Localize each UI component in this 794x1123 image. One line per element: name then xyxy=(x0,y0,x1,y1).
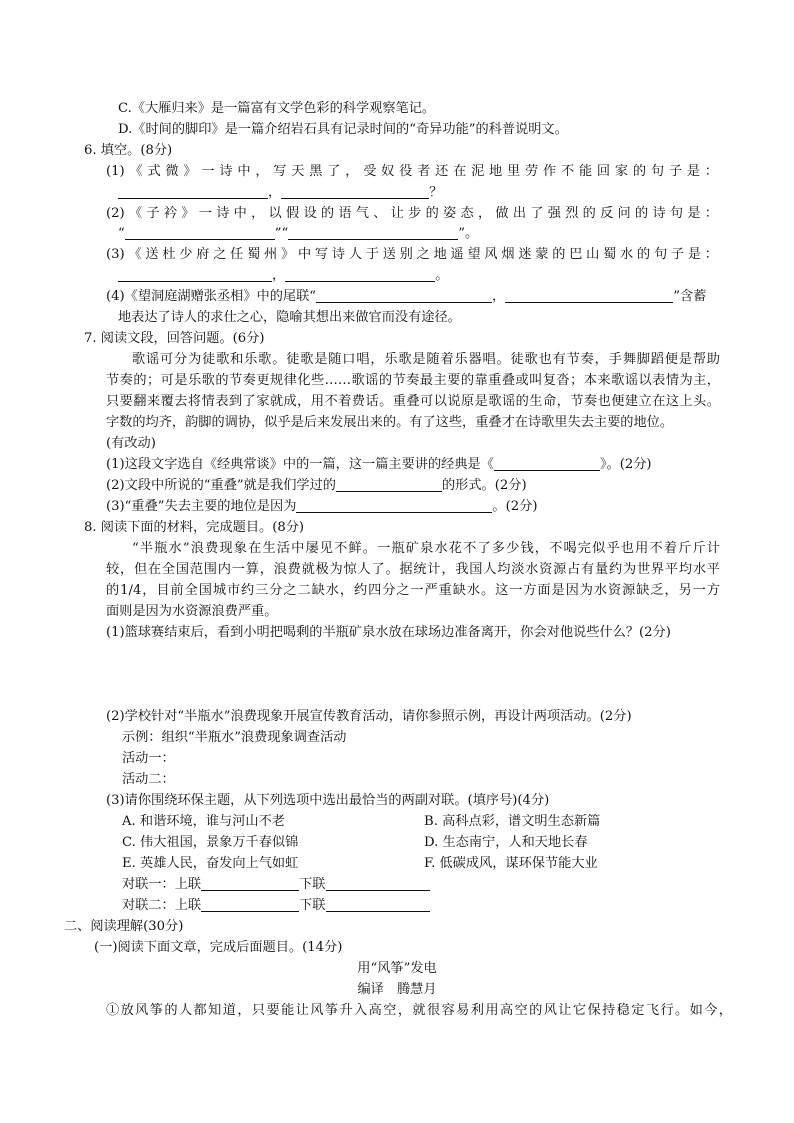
q8-2-activity-1: 活动一： xyxy=(122,751,175,766)
q8-heading: 8. 阅读下面的材料，完成题目。(8分) xyxy=(84,520,305,535)
answer-blank[interactable] xyxy=(326,875,430,891)
answer-blank[interactable] xyxy=(288,224,458,240)
q7-passage-line: 节奏的；可是乐歌的节奏更规律化些……歌谣的节奏最主要的靠重叠或叫复沓；本来歌谣以表情为主， xyxy=(106,373,720,388)
article-paragraph-1: ①放风筝的人都知道，只要能让风筝升入高空，就很容易利用高空的风让它保持稳定飞行。如今， xyxy=(106,1003,732,1018)
answer-blank[interactable] xyxy=(494,455,600,471)
q8-passage-line: 较，但在全国范围内一算，浪费就极为惊人了。据统计，我国人均淡水资源占有量约为世界平均水平 xyxy=(106,562,720,577)
q6-2-text: (2)《子衿》一诗中，以假设的语气、让步的姿态，做出了强烈的反问的诗句是： xyxy=(106,206,718,221)
option-c: C.《大雁归来》是一篇富有文学色彩的科学观察笔记。 xyxy=(118,101,436,116)
answer-blank[interactable] xyxy=(316,287,492,303)
answer-blank[interactable] xyxy=(118,266,272,282)
q7-source-note: (有改动) xyxy=(106,436,156,451)
answer-blank[interactable] xyxy=(336,476,442,492)
answer-blank[interactable] xyxy=(285,266,435,282)
answer-blank[interactable] xyxy=(296,497,492,513)
q7-2-line: (2)文段中所说的“重叠”就是我们学过的 的形式。(2分) xyxy=(106,478,527,493)
q6-4-line: (4)《望洞庭湖赠张丞相》中的尾联“ ， ”含蓄 xyxy=(106,289,707,304)
answer-blank[interactable] xyxy=(201,875,299,891)
q7-heading: 7. 阅读文段，回答问题。(6分) xyxy=(84,331,265,346)
option-b: B. 高科点彩，谱文明生态新篇 xyxy=(424,814,601,829)
q6-2-answer-line: “ ”“ ”。 xyxy=(118,226,479,241)
article-title: 用“风筝”发电 xyxy=(357,961,437,976)
q6-4-continuation: 地表达了诗人的求仕之心，隐喻其想出来做官而没有途径。 xyxy=(118,310,461,325)
q6-3-text: (3)《送杜少府之任蜀州》中写诗人于送别之地遥望风烟迷蒙的巴山蜀水的句子是： xyxy=(106,247,718,262)
q8-3-text: (3)请你围绕环保主题，从下列选项中选出最恰当的两副对联。(填序号)(4分) xyxy=(106,793,550,808)
answer-blank[interactable] xyxy=(201,896,299,912)
answer-blank[interactable] xyxy=(118,183,268,199)
answer-blank[interactable] xyxy=(125,224,275,240)
couplet-1-line: 对联一：上联 下联 xyxy=(122,875,430,895)
option-f: F. 低碳成风，谋环保节能大业 xyxy=(424,856,598,871)
q7-3-line: (3)“重叠”失去主要的地位是因为 。(2分) xyxy=(106,499,538,514)
q8-passage-line: 的1/4，目前全国城市约三分之二缺水，约四分之一严重缺水。这一方面是因为水资源缺乏，另一方 xyxy=(106,583,720,598)
option-d: D. 生态南宁，人和天地长春 xyxy=(424,835,588,850)
section-2-heading: 二、阅读理解(30分) xyxy=(64,919,184,934)
q8-2-text: (2)学校针对“半瓶水”浪费现象开展宣传教育活动，请你参照示例，再设计两项活动。(2分) xyxy=(106,709,632,724)
q6-1-text: (1)《式微》一诗中，写天黑了，受奴役者还在泥地里劳作不能回家的句子是： xyxy=(106,164,718,179)
couplet-2-line: 对联二：上联 下联 xyxy=(122,896,430,916)
option-d: D.《时间的脚印》是一篇介绍岩石具有记录时间的“奇异功能”的科普说明文。 xyxy=(118,122,568,137)
q7-passage-line: 歌谣可分为徒歌和乐歌。徒歌是随口唱，乐歌是随着乐器唱。徒歌也有节奏，手舞脚蹈便是帮助 xyxy=(132,352,720,367)
answer-blank[interactable] xyxy=(326,896,430,912)
article-author: 编译 腾慧月 xyxy=(357,982,437,997)
option-e: E. 英雄人民，奋发向上气如虹 xyxy=(122,856,299,871)
option-a: A. 和谐环境，谁与河山不老 xyxy=(122,814,285,829)
q8-passage-line: “半瓶水”浪费现象在生活中屡见不鲜。一瓶矿泉水花不了多少钱，不喝完似乎也用不着斤斤计 xyxy=(132,541,720,556)
q7-passage-line: 只要翻来覆去将情表到了家就成，用不着费话。重叠可以说原是歌谣的生命，节奏也便建立在这上头。 xyxy=(106,394,720,409)
q8-2-activity-2: 活动二： xyxy=(122,772,175,787)
q7-1-line: (1)这段文字选自《经典常谈》中的一篇，这一篇主要讲的经典是《 》。(2分) xyxy=(106,457,652,472)
answer-blank[interactable] xyxy=(281,183,429,199)
q6-1-answer-line: ， ？ xyxy=(118,183,442,203)
q7-passage-line: 字数的均齐，韵脚的调协，似乎是后来发展出来的。有了这些，重叠才在诗歌里失去主要的地位。 xyxy=(106,415,674,430)
q8-2-example: 示例：组织“半瓶水”浪费现象调查活动 xyxy=(122,730,347,745)
q8-passage-line: 面则是因为水资源浪费严重。 xyxy=(106,604,278,619)
q8-1-text: (1)篮球赛结束后，看到小明把喝剩的半瓶矿泉水放在球场边准备离开，你会对他说些什么？(2分) xyxy=(106,625,671,640)
q6-3-answer-line: ， 。 xyxy=(118,266,448,286)
q6-heading: 6. 填空。(8分) xyxy=(84,143,173,158)
option-c: C. 伟大祖国，景象万千春似锦 xyxy=(122,835,299,850)
section-2-1-heading: (一)阅读下面文章，完成后面题目。(14分) xyxy=(94,940,343,955)
answer-blank[interactable] xyxy=(505,287,673,303)
